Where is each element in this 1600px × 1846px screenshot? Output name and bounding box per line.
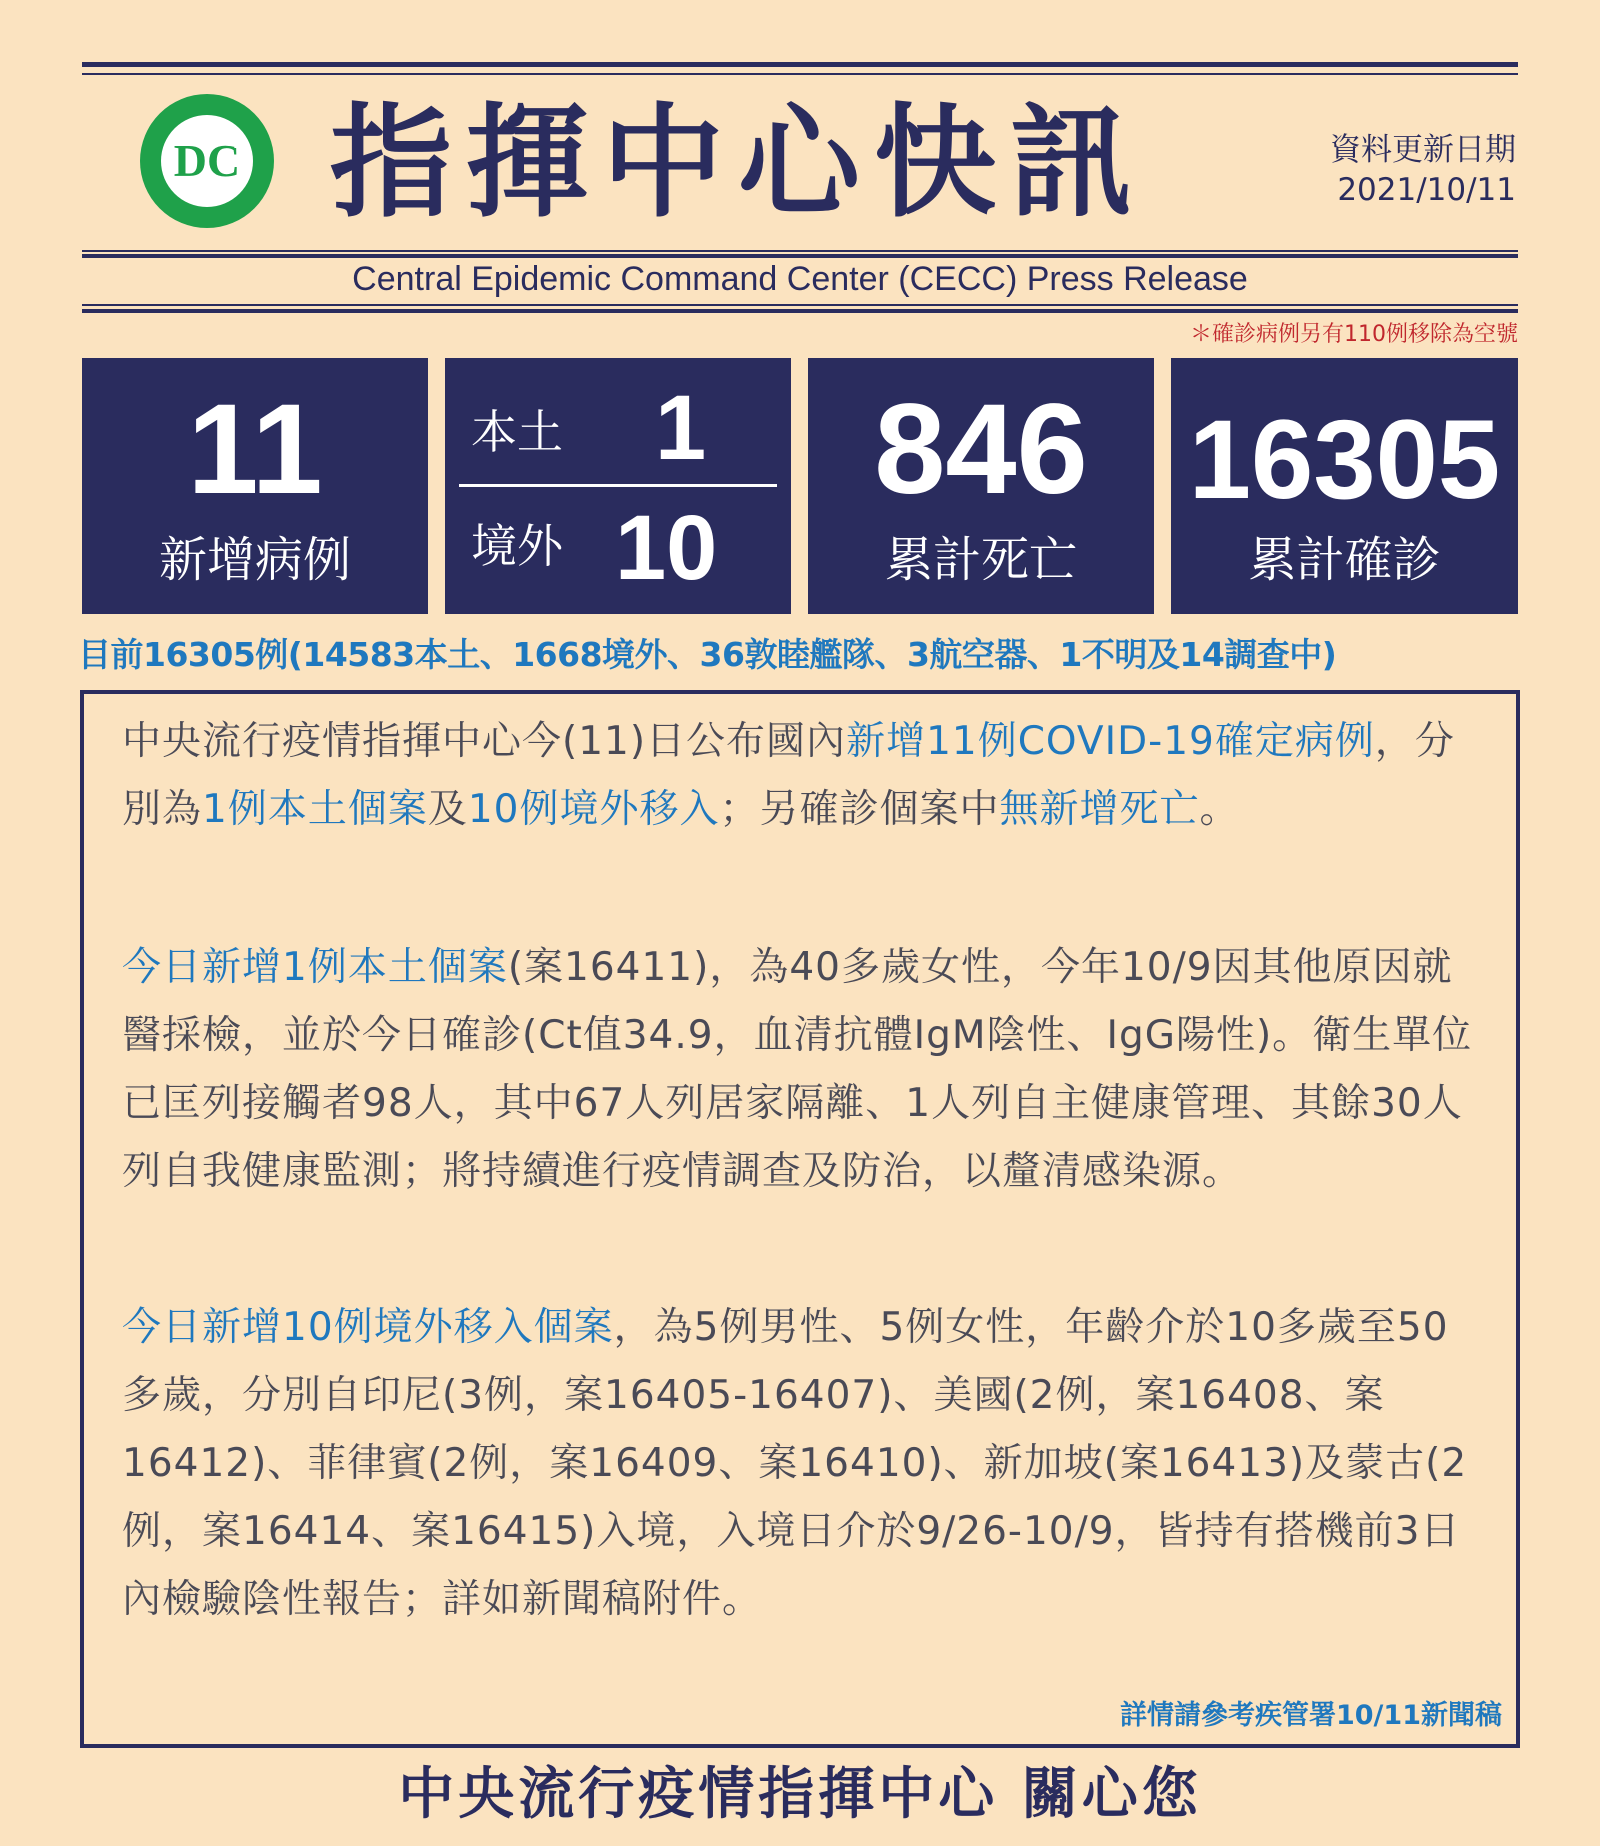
body-text: ，為5例男性、5例女性，年齡介於10多歲至50多歲，分別自印尼(3例，案16405-16407)、美國(2例，案16408、案16412)、菲律賓(2例，案16409、案16410)、新加坡(案16413)及蒙古(2例，案16414、案16415)入境，入境日介於9/26-10/9，皆持有搭機前3日內檢驗陰性報告；詳如新聞稿附件。 xyxy=(122,1305,1468,1622)
stat-confirmed xyxy=(1171,358,1518,614)
local-value: 1 xyxy=(655,377,707,479)
stat-deaths xyxy=(808,358,1154,614)
highlighted-text: 1例本土個案 xyxy=(202,787,428,832)
highlighted-text: 新增11例COVID-19確定病例 xyxy=(846,719,1375,764)
update-date: 2021/10/11 xyxy=(1337,172,1516,208)
stat-new-cases xyxy=(82,358,428,614)
case-summary: 目前16305例(14583本土、1668境外、36敦睦艦隊、3航空器、1不明及14調查中) xyxy=(78,635,1337,674)
header-rule-bottom-thick xyxy=(82,309,1518,313)
page-title: 指揮中心快訊 xyxy=(330,92,1146,234)
update-info xyxy=(1292,130,1516,210)
stat-divider xyxy=(459,484,777,487)
imported-label: 境外 xyxy=(471,519,563,573)
paragraph-local-case xyxy=(122,934,1484,1206)
deaths-value: 846 xyxy=(874,378,1088,521)
body-text: ，分別為 xyxy=(122,719,1455,832)
highlighted-text: 今日新增10例境外移入個案 xyxy=(122,1305,614,1350)
body-text: (案16411)，為40多歲女性，今年10/9因其他原因就醫採檢，並於今日確診(Ct值34.9，血清抗體IgM陰性、IgG陽性)。衛生單位已匡列接觸者98人，其中67人列居家隔離、1人列自主健康管理、其餘30人列自我健康監測；將持續進行疫情調查及防治，以釐清感染源。 xyxy=(122,945,1473,1194)
highlighted-text: 10例境外移入 xyxy=(467,787,720,832)
page-subtitle: Central Epidemic Command Center (CECC) Press Release xyxy=(352,260,1248,298)
body-text: 中央流行疫情指揮中心今(11)日公布國內 xyxy=(122,719,847,764)
update-label: 資料更新日期 xyxy=(1330,132,1516,168)
imported-value: 10 xyxy=(615,497,718,599)
paragraph-overview xyxy=(122,708,1484,844)
footer-slogan: 中央流行疫情指揮中心 關心您 xyxy=(398,1762,1202,1827)
body-text: 及 xyxy=(427,787,468,832)
removed-cases-note: ＊確診病例另有110例移除為空號 xyxy=(1190,322,1518,347)
stat-local-imported xyxy=(445,358,791,614)
press-release-reference: 詳情請參考疾管署10/11新聞稿 xyxy=(1119,1700,1502,1731)
body-text: ；另確診個案中 xyxy=(719,787,1000,832)
body-text: 。 xyxy=(1199,787,1240,832)
logo-mark: DC xyxy=(173,135,241,186)
deaths-label: 累計死亡 xyxy=(884,532,1077,588)
cdc-logo xyxy=(138,92,276,230)
imported-row xyxy=(465,494,771,604)
press-text-panel xyxy=(80,690,1520,1748)
header-rule-top-thin xyxy=(82,73,1518,75)
local-row xyxy=(465,372,771,482)
header-rule-top-thick xyxy=(82,62,1518,67)
new-cases-label: 新增病例 xyxy=(158,532,351,588)
confirmed-value: 16305 xyxy=(1188,397,1501,522)
new-cases-value: 11 xyxy=(187,378,323,521)
highlighted-text: 無新增死亡 xyxy=(999,787,1200,832)
header-rule-mid-thin xyxy=(82,250,1518,252)
highlighted-text: 今日新增1例本土個案 xyxy=(122,945,508,990)
paragraph-imported-cases xyxy=(122,1294,1484,1634)
header-rule-bottom-thin xyxy=(82,304,1518,306)
confirmed-label: 累計確診 xyxy=(1248,532,1441,588)
local-label: 本土 xyxy=(471,405,563,459)
